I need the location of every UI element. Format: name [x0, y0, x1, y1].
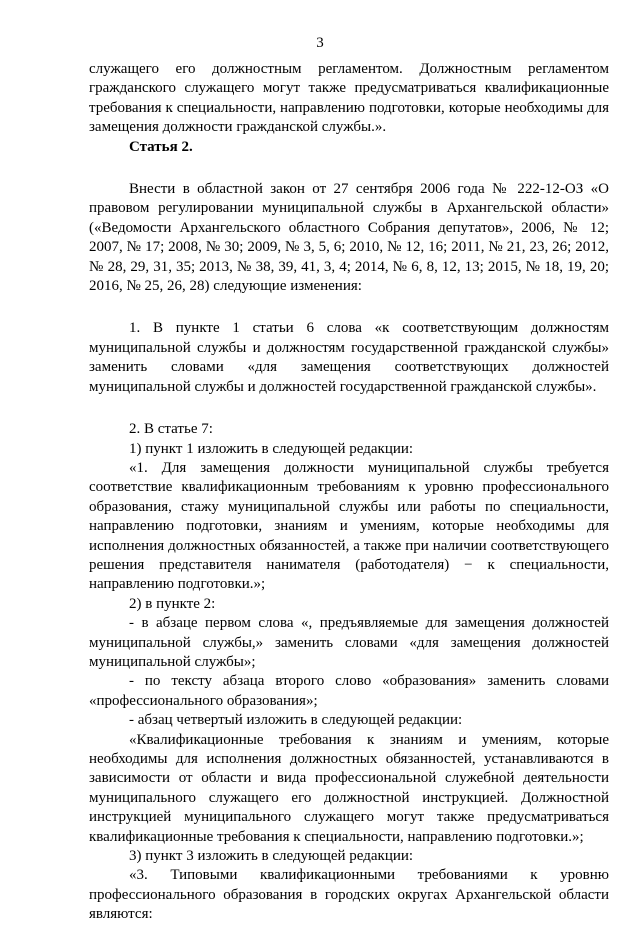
- item-2-sub-2: 2) в пункте 2:: [129, 595, 216, 612]
- item-1-paragraph: 1. В пункте 1 статьи 6 слова «к соответствующим должностям муниципальной службы и должностям государственной гражданской службы» заменить словами «для замещения соответствующих должностей муниципальной службы и должностей государственной гражданской службы».: [89, 320, 609, 395]
- item-2-quote-3: «3. Типовыми квалификационными требованиями к уровню профессионального образования в городских округах Архангельской области являются:: [89, 867, 609, 923]
- document-body: [89, 60, 609, 925]
- item-2-quote-1: «1. Для замещения должности муниципальной службы требуется соответствие квалификационным требованиям к уровню профессионального образования, стажу муниципальной службы или работы по специальности, направлению подготовки, знаниям и умениям, которые необходимы для исполнения должностных обязанностей, а также при наличии соответствующего решения представителя нанимателя (работодателя) − к специальности, направлению подготовки.»;: [89, 459, 609, 593]
- item-2-sub-2-c: - абзац четвертый изложить в следующей редакции:: [129, 712, 463, 729]
- item-2-sub-2-a: - в абзаце первом слова «, предъявляемые для замещения должностей муниципальной службы,» заменить словами «для замещения должностей муниципальной службы»;: [89, 615, 609, 670]
- page-number: 3: [316, 35, 324, 51]
- item-2-sub-1: 1) пункт 1 изложить в следующей редакции:: [129, 440, 414, 457]
- item-2-sub-2-b: - по тексту абзаца второго слово «образования» заменить словами «профессионального образования»;: [89, 673, 609, 709]
- item-2-quote-2: «Квалификационные требования к знаниям и умениям, которые необходимы для исполнения должностных обязанностей, устанавливаются в зависимости от области и вида профессиональной служебной деятельности муниципального служащего его должностной инструкцией. Должностной инструкцией муниципального служащего могут также предусматриваться квалификационные требования к специальности, направлению подготовки.»;: [89, 731, 609, 845]
- item-2-sub-3: 3) пункт 3 изложить в следующей редакции:: [129, 848, 414, 865]
- top-paragraph: служащего его должностным регламентом. Должностным регламентом гражданского служащего могут также предусматриваться квалификационные требования к специальности, направлению подготовки, которые необходимы для замещения должности гражданской службы.».: [89, 61, 609, 136]
- intro-paragraph: Внести в областной закон от 27 сентября 2006 года № 222-12-ОЗ «О правовом регулировании муниципальной службы в Архангельской области» («Ведомости Архангельского областного Собрания депутатов», 2006, № 12; 2007, № 17; 2008, № 30; 2009, № 3, 5, 6; 2010, № 12, 16; 2011, № 21, 23, 26; 2012, № 28, 29, 31, 35; 2013, № 38, 39, 41, 3, 4; 2014, № 6, 8, 12, 13; 2015, № 18, 19, 20; 2016, № 25, 26, 28) следующие изменения:: [89, 181, 609, 295]
- item-2-title: 2. В статье 7:: [129, 421, 213, 438]
- article-heading: Статья 2.: [129, 138, 193, 155]
